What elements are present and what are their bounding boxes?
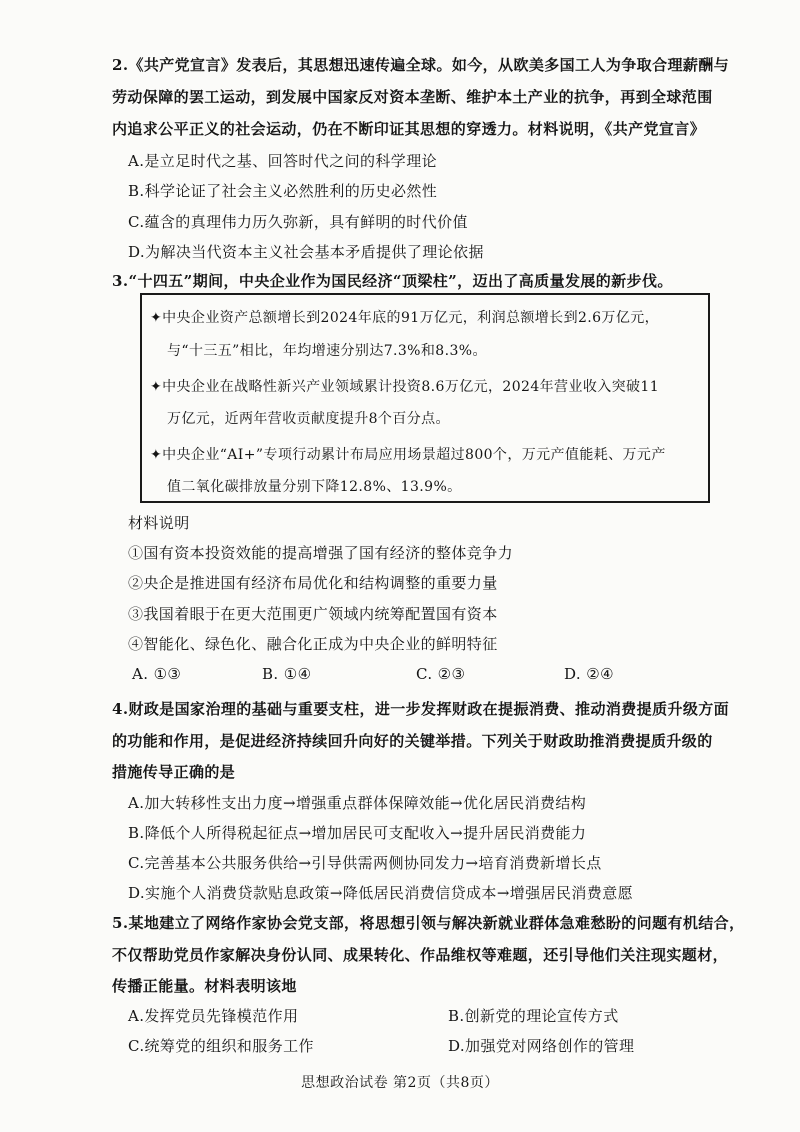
q3-statement-3: ③我国着眼于在更大范围更广领域内统筹配置国有资本 (128, 605, 498, 623)
q3-statement-1: ①国有资本投资效能的提高增强了国有经济的整体竞争力 (128, 544, 514, 562)
q2-option-b: B.科学论证了社会主义必然胜利的历史必然性 (128, 182, 438, 200)
q3-bullet-1-line-2: 与“十三五”相比，年均增速分别达7.3%和8.3%。 (167, 343, 487, 359)
q3-bullet-3-line-2: 值二氧化碳排放量分别下降12.8%、13.9%。 (167, 479, 462, 495)
q2-option-d: D.为解决当代资本主义社会基本矛盾提供了理论依据 (128, 243, 484, 261)
q3-bullet-2-line-2: 万亿元，近两年营收贡献度提升8个百分点。 (167, 411, 450, 427)
q3-bullet-1-line-1: ✦中央企业资产总额增长到2024年底的91万亿元，利润总额增长到2.6万亿元， (150, 310, 660, 326)
q3-statement-2: ②央企是推进国有经济布局优化和结构调整的重要力量 (128, 574, 498, 592)
q5-option-c: C.统筹党的组织和服务工作 (128, 1037, 314, 1055)
q5-option-d: D.加强党对网络创作的管理 (448, 1037, 635, 1055)
q2-stem-line-1: 2.《共产党宣言》发表后，其思想迅速传遍全球。如今，从欧美多国工人为争取合理薪酬与 (112, 56, 730, 74)
q2-stem-line-3: 内追求公平正义的社会运动，仍在不断印证其思想的穿透力。材料说明，《共产党宣言》 (112, 120, 706, 138)
q3-choice-c: C. ②③ (416, 665, 466, 683)
q4-stem-line-2: 的功能和作用，是促进经济持续回升向好的关键举措。下列关于财政助推消费提质升级的 (112, 732, 713, 750)
q4-option-b: B.降低个人所得税起征点→增加居民可支配收入→提升居民消费能力 (128, 824, 587, 842)
q5-stem-line-3: 传播正能量。材料表明该地 (112, 977, 297, 995)
q4-stem-line-1: 4.财政是国家治理的基础与重要支柱，进一步发挥财政在提振消费、推动消费提质升级方面 (112, 700, 730, 718)
q5-option-b: B.创新党的理论宣传方式 (448, 1007, 619, 1025)
q2-stem-line-2: 劳动保障的罢工运动，到发展中国家反对资本垄断、维护本土产业的抗争，再到全球范围 (112, 88, 713, 106)
q2-option-a: A.是立足时代之基、回答时代之问的科学理论 (128, 152, 438, 170)
q3-bullet-2-line-1: ✦中央企业在战略性新兴产业领域累计投资8.6万亿元，2024年营业收入突破11 (150, 379, 660, 395)
q3-choice-d: D. ②④ (564, 665, 614, 683)
q4-stem-line-3: 措施传导正确的是 (112, 763, 236, 781)
page-footer: 思想政治试卷 第2页（共8页） (301, 1075, 499, 1091)
q3-choice-b: B. ①④ (262, 665, 312, 683)
q5-stem-line-1: 5.某地建立了网络作家协会党支部，将思想引领与解决新就业群体急难愁盼的问题有机结合， (112, 914, 745, 932)
q4-option-c: C.完善基本公共服务供给→引导供需两侧协同发力→培育消费新增长点 (128, 854, 602, 872)
q3-lead: 材料说明 (128, 514, 190, 532)
q3-stem: 3.“十四五”期间，中央企业作为国民经济“顶梁柱”，迈出了高质量发展的新步伐。 (112, 272, 673, 290)
q4-option-d: D.实施个人消费贷款贴息政策→降低居民消费信贷成本→增强居民消费意愿 (128, 884, 633, 902)
q5-option-a: A.发挥党员先锋模范作用 (128, 1007, 299, 1025)
q3-choice-a: A. ①③ (132, 665, 182, 683)
q5-stem-line-2: 不仅帮助党员作家解决身份认同、成果转化、作品维权等难题，还引导他们关注现实题材， (112, 946, 729, 964)
q4-option-a: A.加大转移性支出力度→增强重点群体保障效能→优化居民消费结构 (128, 794, 587, 812)
q3-bullet-3-line-1: ✦中央企业“AI+”专项行动累计布局应用场景超过800个，万元产值能耗、万元产 (150, 447, 666, 463)
q3-statement-4: ④智能化、绿色化、融合化正成为中央企业的鲜明特征 (128, 635, 498, 653)
q2-option-c: C.蕴含的真理伟力历久弥新，具有鲜明的时代价值 (128, 213, 468, 231)
